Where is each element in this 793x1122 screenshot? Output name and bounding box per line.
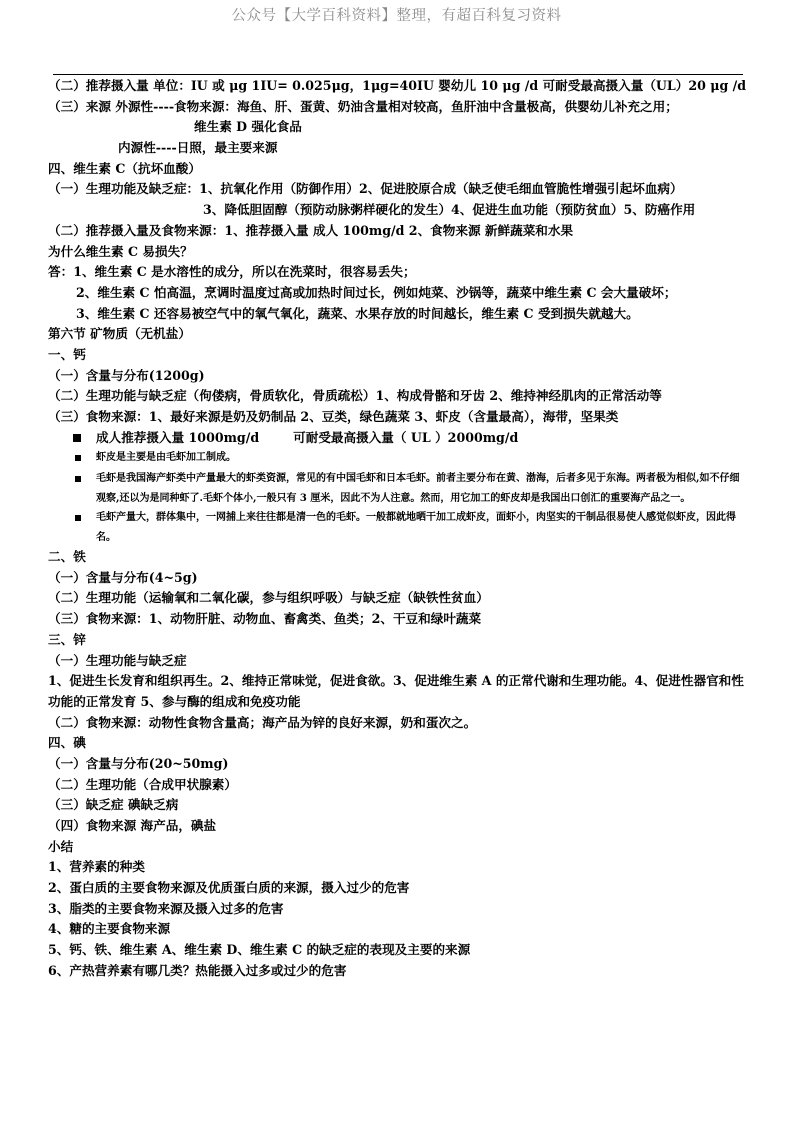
summary-item: 1、营养素的种类 bbox=[48, 859, 145, 875]
text-line: （二）推荐摄入量 单位：IU 或 μg 1IU= 0.025μg，1μg=40IU 婴幼儿 10 μg /d 可耐受最高摄入量（UL）20 μg /d bbox=[48, 78, 747, 93]
square-bullet-icon bbox=[75, 455, 81, 461]
text-line: （二）推荐摄入量及食物来源：1、推荐摄入量 成人 100mg/d 2、食物来源 新鲜蔬菜和水果 bbox=[48, 222, 574, 238]
text-line: （三）食物来源：1、动物肝脏、动物血、畜禽类、鱼类；2、干豆和绿叶蔬菜 bbox=[48, 611, 482, 627]
text-line: 内源性----日照，最主要来源 bbox=[118, 140, 278, 156]
answer-line: 3、维生素 C 还容易被空气中的氧气氧化，蔬菜、水果存放的时间越长，维生素 C 受到损失就越大。 bbox=[76, 305, 639, 321]
question-line: 为什么维生素 C 易损失？ bbox=[48, 243, 193, 259]
section-heading: 三、锌 bbox=[48, 631, 86, 647]
square-bullet-icon bbox=[75, 476, 81, 482]
bullet-text: 毛虾产量大，群体集中，一网捕上来往往都是清一色的毛虾。一般都就地晒干加工成虾皮，面虾小，肉坚实的干制品很易使人感觉似虾皮，因此得名。 bbox=[96, 512, 736, 543]
bullet-item bbox=[48, 469, 748, 508]
summary-item: 2、蛋白质的主要食物来源及优质蛋白质的来源，摄入过少的危害 bbox=[48, 880, 410, 896]
text-line: （一）含量与分布(4~5g) bbox=[48, 569, 198, 585]
text-line: 3、降低胆固醇（预防动脉粥样硬化的发生）4、促进生血功能（预防贫血）5、防癌作用 bbox=[203, 202, 696, 218]
watermark-header: 公众号【大学百科资料】整理，有超百科复习资料 bbox=[231, 8, 562, 24]
text-line: 维生素 D 强化食品 bbox=[194, 119, 302, 135]
document-body bbox=[48, 76, 748, 982]
text-line: （二）生理功能与缺乏症（佝偻病，骨质软化，骨质疏松）1、构成骨骼和牙齿 2、维持神经肌肉的正常活动等 bbox=[48, 388, 662, 404]
summary-heading: 小结 bbox=[48, 838, 74, 854]
answer-line: 答：1、维生素 C 是水溶性的成分，所以在洗菜时，很容易丢失； bbox=[48, 264, 416, 280]
text-line: （三）来源 外源性----食物来源：海鱼、肝、蛋黄、奶油含量相对较高，鱼肝油中含量极高，供婴幼儿补充之用； bbox=[48, 98, 678, 114]
bullet-text: 虾皮是主要是由毛虾加工制成。 bbox=[96, 452, 236, 464]
text-line: （二）生理功能（运输氧和二氧化碳，参与组织呼吸）与缺乏症（缺铁性贫血） bbox=[48, 590, 489, 606]
text-line: （一）生理功能及缺乏症：1、抗氧化作用（防御作用）2、促进胶原合成（缺乏使毛细血管脆性增强引起坏血病） bbox=[48, 181, 683, 197]
bullet-item bbox=[48, 428, 748, 449]
chapter-heading: 第六节 矿物质（无机盐） bbox=[48, 326, 191, 342]
section-heading: 四、碘 bbox=[48, 735, 86, 751]
summary-item: 3、脂类的主要食物来源及摄入过多的危害 bbox=[48, 900, 284, 916]
text-line: （一）含量与分布(1200g) bbox=[48, 367, 205, 383]
section-heading: 二、铁 bbox=[48, 549, 86, 565]
text-line: （一）生理功能与缺乏症 bbox=[48, 652, 187, 668]
text-paragraph: 1、促进生长发育和组织再生。2、维持正常味觉，促进食欲。3、促进维生素 A 的正常代谢和生理功能。4、促进性器官和性功能的正常发育 5、参与酶的组成和免疫功能 bbox=[48, 673, 744, 709]
summary-item: 6、产热营养素有哪几类？热能摄入过多或过少的危害 bbox=[48, 962, 347, 978]
intake-upper-limit: 可耐受最高摄入量（ UL ）2000mg/d bbox=[293, 429, 519, 445]
text-line: （二）食物来源：动物性食物含量高；海产品为锌的良好来源，奶和蛋次之。 bbox=[48, 714, 477, 730]
answer-line: 2、维生素 C 怕高温，烹调时温度过高或加热时间过长，例如炖菜、沙锅等，蔬菜中维生素 C 会大量破坏； bbox=[76, 284, 677, 300]
square-bullet-icon bbox=[73, 434, 81, 442]
intake-recommended: 成人推荐摄入量 1000mg/d bbox=[96, 429, 260, 445]
bullet-item bbox=[48, 508, 748, 547]
section-heading: 四、维生素 C（抗坏血酸） bbox=[48, 160, 201, 176]
text-line: （三）食物来源：1、最好来源是奶及奶制品 2、豆类，绿色蔬菜 3、虾皮（含量最高），海带，坚果类 bbox=[48, 409, 619, 424]
text-line: （二）生理功能（合成甲状腺素） bbox=[48, 776, 237, 792]
bullet-item bbox=[48, 448, 748, 469]
bullet-text: 毛虾是我国海产虾类中产量最大的虾类资源，常见的有中国毛虾和日本毛虾。前者主要分布在黄、渤海，后者多见于东海。两者极为相似,如不仔细观察,还以为是同种虾了.毛虾个体小,一般只有 3 厘米，因此不为人注意。然而，用它加工的虾皮却是我国出口创汇的重要海产品之一。 bbox=[96, 473, 740, 504]
square-bullet-icon bbox=[75, 515, 81, 521]
summary-item: 5、钙、铁、维生素 A、维生素 D、维生素 C 的缺乏症的表现及主要的来源 bbox=[48, 942, 471, 958]
text-line: （一）含量与分布(20~50mg) bbox=[48, 755, 229, 771]
summary-item: 4、糖的主要食物来源 bbox=[48, 921, 171, 937]
header-rule bbox=[53, 74, 743, 75]
text-line: （四）食物来源 海产品，碘盐 bbox=[48, 818, 217, 834]
section-heading: 一、钙 bbox=[48, 346, 86, 362]
text-line: （三）缺乏症 碘缺乏病 bbox=[48, 797, 179, 813]
